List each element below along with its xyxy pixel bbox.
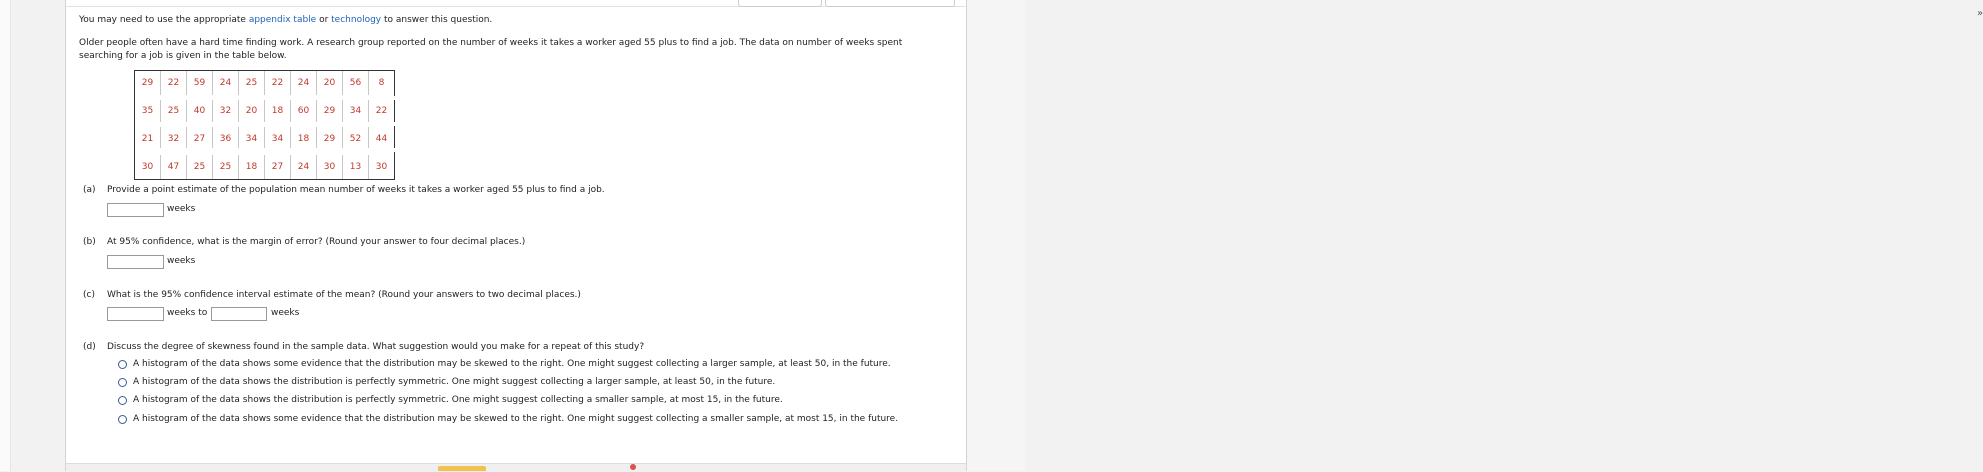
bottom-toolbar: [66, 463, 966, 472]
table-cell: 25: [213, 153, 239, 179]
table-cell: 30: [135, 153, 161, 179]
table-cell: 34: [343, 97, 369, 125]
option-3-radio[interactable]: [118, 396, 127, 405]
part-d-question: Discuss the degree of skewness found in the sample data. What suggestion would you make for a repeat of this study?: [107, 342, 645, 352]
table-row: [135, 153, 394, 179]
row-separator: [135, 148, 402, 152]
part-a-answer-input[interactable]: [107, 203, 164, 217]
part-c-letter: (c): [83, 290, 95, 300]
table-cell: 47: [161, 153, 187, 179]
table-cell: 30: [375, 162, 388, 172]
table-cell: 36: [213, 125, 239, 153]
part-d-letter: (d): [83, 342, 96, 352]
question-card: [65, 0, 967, 471]
table-cell: 52: [343, 125, 369, 153]
table-cell: 59: [187, 71, 213, 97]
option-4-radio[interactable]: [118, 415, 127, 424]
table-cell: 18: [291, 125, 317, 153]
table-cell: 32: [213, 97, 239, 125]
table-cell: 24: [291, 71, 317, 97]
table-cell: 34: [265, 125, 291, 153]
table-cell: 18: [265, 97, 291, 125]
appendix-table-link[interactable]: appendix table: [248, 15, 317, 25]
table-cell: 32: [161, 125, 187, 153]
part-c-mid-unit: weeks to: [167, 308, 208, 318]
table-cell: 21: [135, 125, 161, 153]
table-row: [135, 71, 394, 97]
table-cell: 27: [265, 153, 291, 179]
table-cell: 20: [239, 97, 265, 125]
table-cell: 29: [317, 125, 343, 153]
part-a-letter: (a): [83, 185, 96, 195]
part-a-question: Provide a point estimate of the population mean number of weeks it takes a worker aged 55 plus to find a job.: [107, 185, 605, 195]
table-cell: 27: [187, 125, 213, 153]
left-gutter: [0, 0, 11, 471]
part-c-question: What is the 95% confidence interval estimate of the mean? (Round your answers to two decimal places.): [107, 290, 581, 300]
table-cell: 44: [375, 134, 388, 144]
progress-marker: [438, 466, 486, 471]
technology-link[interactable]: technology: [331, 15, 382, 25]
table-cell: 25: [239, 71, 265, 97]
table-row: [135, 97, 394, 125]
table-cell: 56: [343, 71, 369, 97]
part-b-answer-input[interactable]: [107, 255, 164, 269]
right-side-panel: [966, 0, 1983, 471]
row-separator: [135, 122, 402, 126]
part-a-unit: weeks: [167, 204, 196, 214]
toolbar-tab-1[interactable]: [738, 0, 822, 7]
intro-text: You may need to use the appropriate appendix table or technology to answer this question.: [79, 15, 493, 25]
status-dot: [630, 464, 636, 470]
table-cell: 22: [161, 71, 187, 97]
option-4-label[interactable]: A histogram of the data shows some evidence that the distribution may be skewed to the right. One might suggest collecting a smaller sample, at most 15, in the future.: [133, 414, 899, 424]
option-3-label[interactable]: A histogram of the data shows the distribution is perfectly symmetric. One might suggest collecting a smaller sample, at most 15, in the future.: [133, 395, 783, 405]
table-cell: 24: [291, 153, 317, 179]
table-cell: 13: [343, 153, 369, 179]
table-cell: 22: [375, 106, 388, 116]
part-c-unit: weeks: [271, 308, 300, 318]
table-cell: 25: [187, 153, 213, 179]
part-b-letter: (b): [83, 237, 96, 247]
toolbar-tab-2[interactable]: [825, 0, 955, 7]
row-separator: [135, 96, 402, 100]
table-cell: 29: [135, 71, 161, 97]
table-cell: 24: [213, 71, 239, 97]
part-b-question: At 95% confidence, what is the margin of error? (Round your answer to four decimal places.): [107, 237, 526, 247]
table-cell: 34: [239, 125, 265, 153]
table-cell: 25: [161, 97, 187, 125]
problem-line-2: searching for a job is given in the table below.: [79, 51, 287, 61]
table-cell: 8: [378, 78, 385, 88]
part-c-upper-input[interactable]: [211, 307, 267, 321]
part-c-lower-input[interactable]: [107, 307, 164, 321]
table-cell: 18: [239, 153, 265, 179]
table-cell: 30: [317, 153, 343, 179]
option-2-label[interactable]: A histogram of the data shows the distribution is perfectly symmetric. One might suggest collecting a larger sample, at least 50, in the future.: [133, 377, 776, 387]
option-2-radio[interactable]: [118, 378, 127, 387]
table-cell: 22: [265, 71, 291, 97]
table-cell: 60: [291, 97, 317, 125]
problem-line-1: Older people often have a hard time finding work. A research group reported on the number of weeks it takes a worker aged 55 plus to find a job. The data on number of weeks spent: [79, 38, 903, 48]
option-1-label[interactable]: A histogram of the data shows some evidence that the distribution may be skewed to the right. One might suggest collecting a larger sample, at least 50, in the future.: [133, 359, 891, 369]
table-cell: 35: [135, 97, 161, 125]
table-cell: 29: [317, 97, 343, 125]
expand-chevron-icon[interactable]: »: [1977, 8, 1983, 19]
option-1-radio[interactable]: [118, 360, 127, 369]
part-b-unit: weeks: [167, 256, 196, 266]
table-cell: 20: [317, 71, 343, 97]
table-cell: 40: [187, 97, 213, 125]
